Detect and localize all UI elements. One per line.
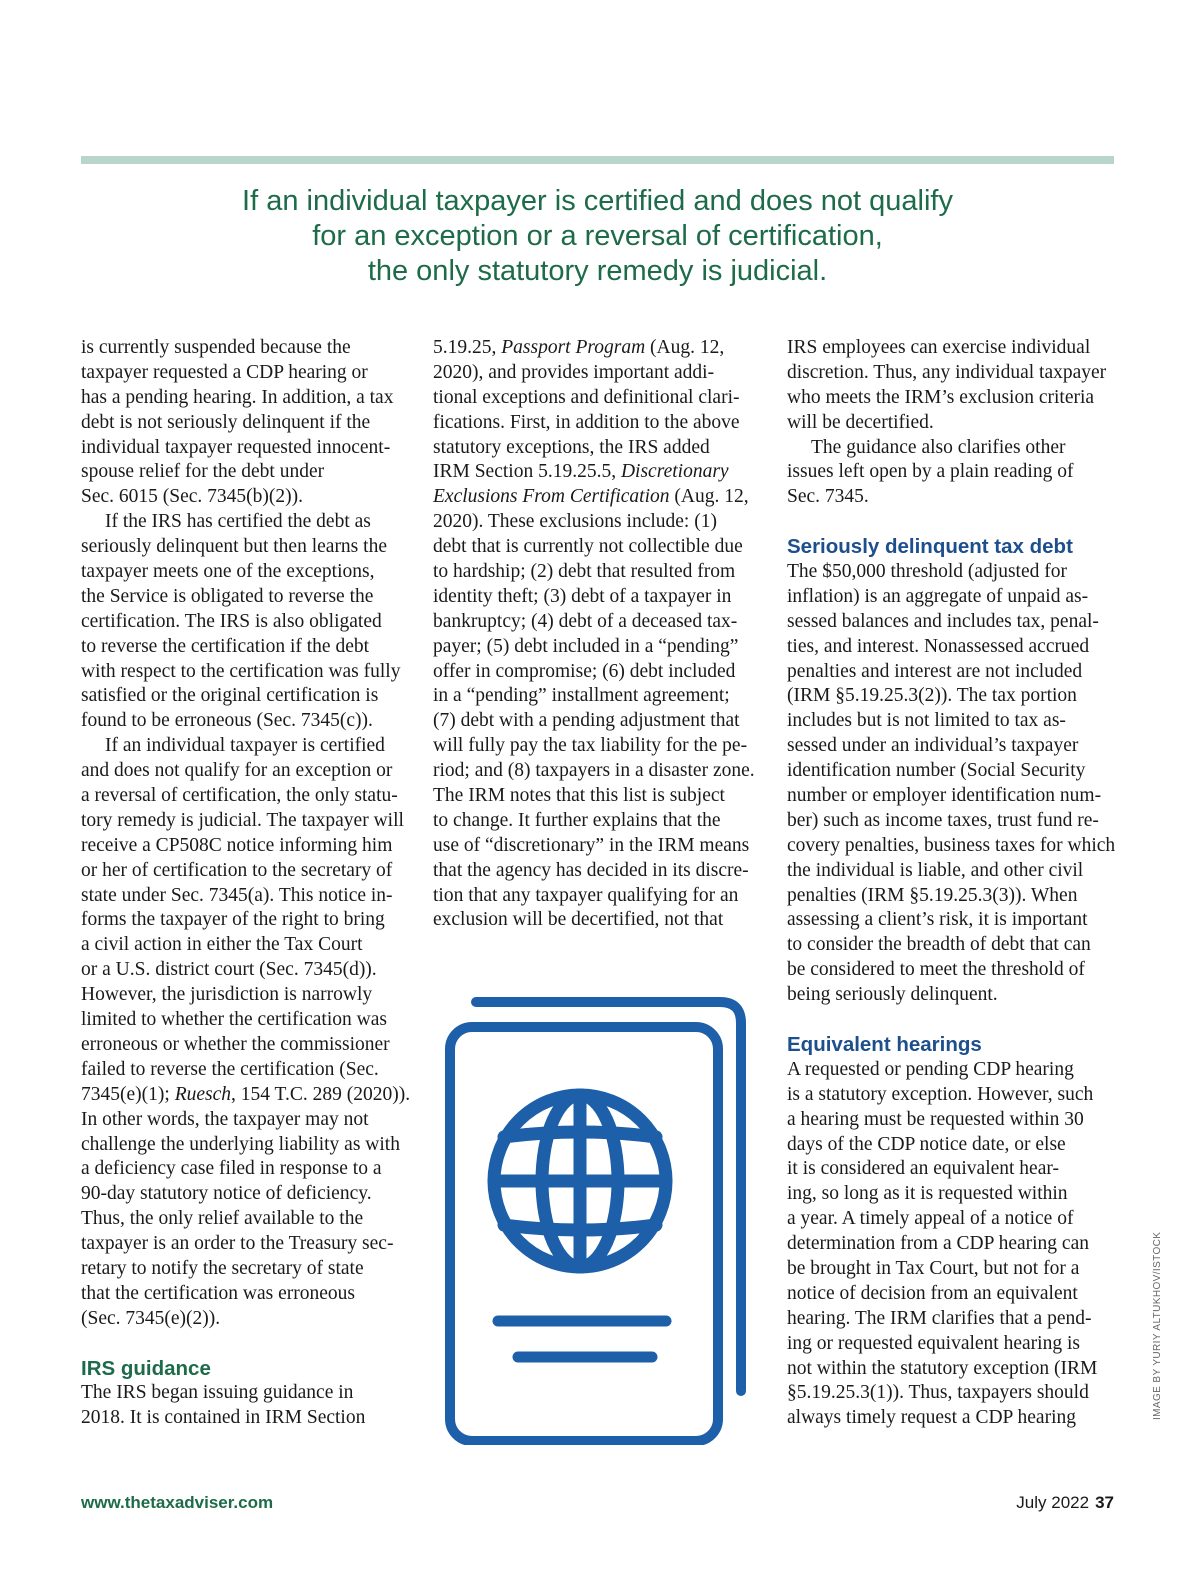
text-line: penalties and interest are not included [787,660,1083,682]
text-line: penalties (IRM §5.19.25.3(3)). When [787,884,1078,906]
text-line: The $50,000 threshold (adjusted for [787,561,1067,583]
text-line: statutory exceptions, the IRS added [433,436,710,458]
column-3 [787,336,1115,1431]
text-line: In other words, the taxpayer may not [81,1108,369,1130]
text-line: who meets the IRM’s exclusion criteria [787,386,1095,408]
text-line: a year. A timely appeal of a notice of [787,1208,1074,1230]
text-line: Sec. 7345. [787,486,869,508]
text-line: covery penalties, business taxes for which [787,834,1116,856]
text-line: that the certification was erroneous [81,1282,355,1304]
text-line: the Service is obligated to reverse the [81,585,374,607]
text-line: 90-day statutory notice of deficiency. [81,1183,372,1205]
text-line: ing, so long as it is requested within [787,1183,1068,1205]
text-line: taxpayer meets one of the exceptions, [81,561,375,583]
pull-quote-line: the only statutory remedy is judicial. [367,255,828,287]
case-name: Ruesch [174,1083,231,1105]
text-line: assessing a client’s risk, it is important [787,909,1088,931]
footer-date-page [1016,1493,1114,1513]
text-line: riod; and (8) taxpayers in a disaster zone. [433,760,755,782]
pull-quote-line: for an exception or a reversal of certification, [312,220,883,252]
text-line: debt that is currently not collectible due [433,536,743,558]
top-rule [81,156,1114,164]
text-line: tion that any taxpayer qualifying for an [433,884,739,906]
text-line: spouse relief for the debt under [81,461,325,483]
text-line: taxpayer requested a CDP hearing or [81,361,368,383]
text-line: 2020). These exclusions include: (1) [433,511,717,533]
text-line: bankruptcy; (4) debt of a deceased tax- [433,610,738,632]
text-line: However, the jurisdiction is narrowly [81,984,373,1006]
text-line: the individual is liable, and other civil [787,859,1084,881]
text-line: The IRM notes that this list is subject [433,785,725,807]
text-line: or her of certification to the secretary of [81,859,393,881]
footer-url[interactable]: www.thetaxadviser.com [81,1493,274,1512]
text-line: to reverse the certification if the debt [81,635,370,657]
text-line: with respect to the certification was fully [81,660,401,682]
text-line: §5.19.25.3(1)). Thus, taxpayers should [787,1382,1089,1404]
text-line: has a pending hearing. In addition, a tax [81,386,394,408]
text-line: ber) such as income taxes, trust fund re- [787,809,1099,831]
text-line: is a statutory exception. However, such [787,1083,1094,1105]
text-line: Thus, the only relief available to the [81,1208,364,1230]
passport-icon [440,985,760,1445]
text-line: exclusion will be decertified, not that [433,909,724,931]
text-line: to consider the breadth of debt that can [787,934,1091,956]
section-heading-equivalent-hearings: Equivalent hearings [787,1032,982,1056]
text-line: or a U.S. district court (Sec. 7345(d)). [81,959,377,981]
text-line: (Sec. 7345(e)(2)). [81,1307,221,1329]
text-line: to hardship; (2) debt that resulted from [433,561,736,583]
text-line: sessed balances and includes tax, penal- [787,610,1099,632]
text-line: challenge the underlying liability as with [81,1133,400,1155]
text-line: ing or requested equivalent hearing is [787,1332,1080,1354]
text-line: payer; (5) debt included in a “pending” [433,635,739,657]
text-line: retary to notify the secretary of state [81,1257,364,1279]
text-line: be brought in Tax Court, but not for a [787,1257,1080,1279]
text-line: will fully pay the tax liability for the pe- [433,735,748,757]
text-line: is currently suspended because the [81,337,351,358]
text-line: (7) debt with a pending adjustment that [433,710,740,732]
text-line: 7345(e)(1); Ruesch, 154 T.C. 289 (2020)). [81,1083,411,1105]
text-line: discretion. Thus, any individual taxpayer [787,361,1107,383]
text-line: tional exceptions and definitional clari- [433,386,740,408]
column-2 [433,336,763,933]
text-line: If the IRS has certified the debt as [105,511,371,533]
text-line: satisfied or the original certification is [81,685,379,707]
text-line: tory remedy is judicial. The taxpayer will [81,809,404,831]
text-line: a deficiency case filed in response to a [81,1158,382,1180]
text-line: a reversal of certification, the only statu- [81,785,398,807]
text-line: identity theft; (3) debt of a taxpayer in [433,585,732,607]
text-line: ties, and interest. Nonassessed accrued [787,635,1090,657]
text-line: seriously delinquent but then learns the [81,536,387,558]
text-line: IRM Section 5.19.25.5, Discretionary [433,461,729,483]
text-line: determination from a CDP hearing can [787,1233,1089,1255]
text-line: identification number (Social Security [787,760,1086,782]
text-line: certification. The IRS is also obligated [81,610,382,632]
text-line: forms the taxpayer of the right to bring [81,909,385,931]
text-line: a civil action in either the Tax Court [81,934,363,956]
text-line: The IRS began issuing guidance in [81,1382,354,1404]
text-line: state under Sec. 7345(a). This notice in- [81,884,393,906]
text-line: it is considered an equivalent hear- [787,1158,1059,1180]
text-line: 5.19.25, Passport Program (Aug. 12, [433,337,725,358]
text-line: (IRM §5.19.25.3(2)). The tax portion [787,685,1077,707]
text-line: inflation) is an aggregate of unpaid as- [787,585,1089,607]
text-line: days of the CDP notice date, or else [787,1133,1066,1155]
text-line: issues left open by a plain reading of [787,461,1074,483]
text-line: individual taxpayer requested innocent- [81,436,391,458]
pull-quote-line: If an individual taxpayer is certified and does not qualify [242,185,953,217]
text-line: notice of decision from an equivalent [787,1282,1078,1304]
text-line: 2020), and provides important addi- [433,361,715,383]
text-line: Sec. 6015 (Sec. 7345(b)(2)). [81,486,304,508]
text-line: If an individual taxpayer is certified [105,735,385,757]
text-line: in a “pending” installment agreement; [433,685,730,707]
text-line: receive a CP508C notice informing him [81,834,393,856]
text-line: and does not qualify for an exception or [81,760,393,782]
text-line: fications. First, in addition to the above [433,411,740,433]
image-credit: IMAGE BY YURIY ALTUKHOV/ISTOCK [1152,1231,1163,1420]
text-line: failed to reverse the certification (Sec. [81,1058,379,1080]
section-heading-irs-guidance: IRS guidance [81,1356,211,1380]
page-number: 37 [1095,1493,1114,1512]
text-line: includes but is not limited to tax as- [787,710,1066,732]
issue-date: July 2022 [1016,1493,1090,1512]
text-line: A requested or pending CDP hearing [787,1058,1074,1080]
text-line: 2018. It is contained in IRM Section [81,1407,366,1429]
text-line: to change. It further explains that the [433,809,721,831]
text-line: number or employer identification num- [787,785,1102,807]
text-line: that the agency has decided in its discre- [433,859,749,881]
column-1 [81,336,411,1431]
text-line: will be decertified. [787,411,934,433]
text-line: IRS employees can exercise individual [787,337,1091,358]
text-line: found to be erroneous (Sec. 7345(c)). [81,710,373,732]
text-line: always timely request a CDP hearing [787,1407,1076,1429]
text-line: debt is not seriously delinquent if the [81,411,371,433]
text-line: hearing. The IRM clarifies that a pend- [787,1307,1092,1329]
pull-quote [81,184,1114,289]
text-line: Exclusions From Certification (Aug. 12, [433,486,749,508]
text-line: not within the statutory exception (IRM [787,1357,1098,1379]
text-line: being seriously delinquent. [787,984,998,1006]
section-heading-seriously-delinquent: Seriously delinquent tax debt [787,535,1073,559]
text-line: The guidance also clarifies other [811,436,1066,458]
text-line: use of “discretionary” in the IRM means [433,834,750,856]
text-line: erroneous or whether the commissioner [81,1033,390,1055]
text-line: taxpayer is an order to the Treasury sec- [81,1233,394,1255]
text-line: sessed under an individual’s taxpayer [787,735,1079,757]
text-line: a hearing must be requested within 30 [787,1108,1084,1130]
text-line: limited to whether the certification was [81,1009,387,1031]
text-line: be considered to meet the threshold of [787,959,1085,981]
text-line: offer in compromise; (6) debt included [433,660,736,682]
